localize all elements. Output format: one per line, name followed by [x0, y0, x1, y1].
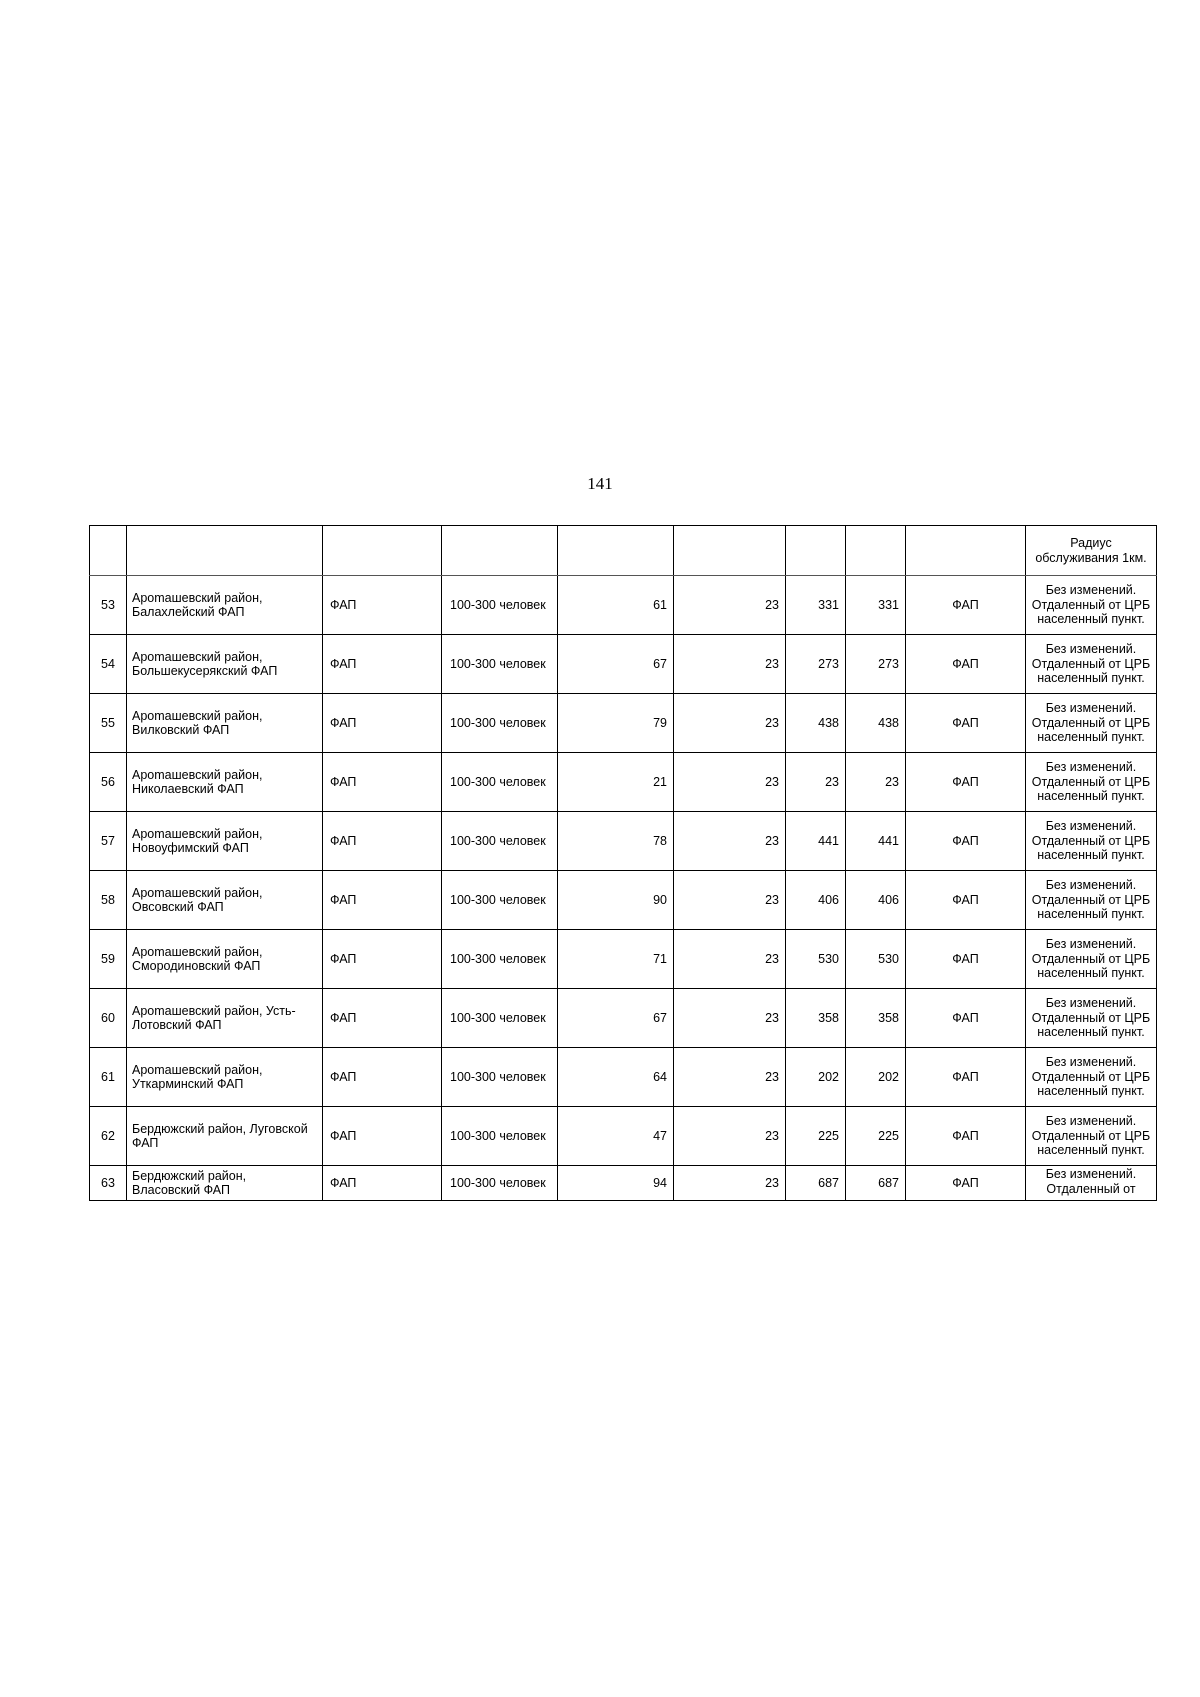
cell-value-1: 64	[558, 1048, 674, 1107]
cell-row-number: 63	[90, 1166, 127, 1201]
table-row-continued-header	[90, 526, 1157, 576]
cell-planned-type: ФАП	[906, 989, 1026, 1048]
table-row	[90, 1048, 1157, 1107]
cell-facility-name: Бердюжский район, Власовский ФАП	[127, 1166, 323, 1201]
cell-empty	[90, 526, 127, 576]
cell-population-range: 100-300 человек	[442, 753, 558, 812]
cell-row-number: 55	[90, 694, 127, 753]
cell-value-2: 23	[674, 930, 786, 989]
cell-row-number: 54	[90, 635, 127, 694]
cell-note: Без изменений. Отдаленный от ЦРБ населенный пункт.	[1026, 635, 1157, 694]
cell-note: Без изменений. Отдаленный от	[1026, 1166, 1157, 1201]
cell-row-number: 57	[90, 812, 127, 871]
cell-value-3: 273	[786, 635, 846, 694]
cell-row-number: 59	[90, 930, 127, 989]
cell-facility-name: Ароmашевский район, Новоуфимский ФАП	[127, 812, 323, 871]
cell-empty	[323, 526, 442, 576]
cell-value-4: 530	[846, 930, 906, 989]
cell-planned-type: ФАП	[906, 576, 1026, 635]
cell-facility-name: Бердюжский район, Луговской ФАП	[127, 1107, 323, 1166]
cell-value-2: 23	[674, 576, 786, 635]
table-row	[90, 989, 1157, 1048]
cell-value-4: 202	[846, 1048, 906, 1107]
cell-value-4: 438	[846, 694, 906, 753]
table-row	[90, 1166, 1157, 1201]
table-row	[90, 753, 1157, 812]
cell-population-range: 100-300 человек	[442, 694, 558, 753]
cell-facility-name: Ароmашевский район, Вилковский ФАП	[127, 694, 323, 753]
cell-facility-name: Ароmашевский район, Усть-Лотовский ФАП	[127, 989, 323, 1048]
table-row	[90, 930, 1157, 989]
cell-value-1: 71	[558, 930, 674, 989]
cell-facility-type: ФАП	[323, 1107, 442, 1166]
cell-value-3: 438	[786, 694, 846, 753]
cell-value-2: 23	[674, 1166, 786, 1201]
cell-value-3: 23	[786, 753, 846, 812]
cell-planned-type: ФАП	[906, 1107, 1026, 1166]
cell-population-range: 100-300 человек	[442, 576, 558, 635]
cell-empty	[906, 526, 1026, 576]
cell-row-number: 62	[90, 1107, 127, 1166]
cell-value-3: 225	[786, 1107, 846, 1166]
cell-row-number: 56	[90, 753, 127, 812]
table-row	[90, 635, 1157, 694]
cell-value-3: 202	[786, 1048, 846, 1107]
cell-value-3: 358	[786, 989, 846, 1048]
cell-note: Без изменений. Отдаленный от ЦРБ населенный пункт.	[1026, 930, 1157, 989]
table-row	[90, 812, 1157, 871]
cell-empty	[846, 526, 906, 576]
cell-facility-type: ФАП	[323, 812, 442, 871]
cell-note: Без изменений. Отдаленный от ЦРБ населенный пункт.	[1026, 576, 1157, 635]
cell-value-4: 331	[846, 576, 906, 635]
cell-note: Без изменений. Отдаленный от ЦРБ населенный пункт.	[1026, 694, 1157, 753]
cell-row-number: 60	[90, 989, 127, 1048]
cell-note: Без изменений. Отдаленный от ЦРБ населенный пункт.	[1026, 1048, 1157, 1107]
cell-value-1: 47	[558, 1107, 674, 1166]
cell-note: Без изменений. Отдаленный от ЦРБ населенный пункт.	[1026, 989, 1157, 1048]
cell-value-1: 90	[558, 871, 674, 930]
cell-service-radius-note: Радиус обслуживания 1км.	[1026, 526, 1157, 576]
page-number: 141	[587, 474, 613, 493]
cell-population-range: 100-300 человек	[442, 1166, 558, 1201]
cell-empty	[786, 526, 846, 576]
cell-value-1: 67	[558, 989, 674, 1048]
cell-facility-type: ФАП	[323, 989, 442, 1048]
cell-value-3: 441	[786, 812, 846, 871]
cell-empty	[674, 526, 786, 576]
cell-note: Без изменений. Отдаленный от ЦРБ населенный пункт.	[1026, 1107, 1157, 1166]
cell-value-2: 23	[674, 871, 786, 930]
cell-facility-type: ФАП	[323, 1166, 442, 1201]
cell-value-4: 358	[846, 989, 906, 1048]
cell-value-1: 94	[558, 1166, 674, 1201]
cell-value-3: 406	[786, 871, 846, 930]
cell-population-range: 100-300 человек	[442, 635, 558, 694]
cell-population-range: 100-300 человек	[442, 930, 558, 989]
table-body	[90, 526, 1157, 1201]
cell-planned-type: ФАП	[906, 1048, 1026, 1107]
cell-planned-type: ФАП	[906, 812, 1026, 871]
cell-planned-type: ФАП	[906, 635, 1026, 694]
cell-facility-type: ФАП	[323, 694, 442, 753]
cell-planned-type: ФАП	[906, 1166, 1026, 1201]
cell-value-2: 23	[674, 1048, 786, 1107]
cell-value-4: 225	[846, 1107, 906, 1166]
cell-value-3: 331	[786, 576, 846, 635]
cell-note: Без изменений. Отдаленный от ЦРБ населенный пункт.	[1026, 812, 1157, 871]
cell-value-1: 79	[558, 694, 674, 753]
cell-facility-name: Ароmашевский район, Балахлейский ФАП	[127, 576, 323, 635]
cell-row-number: 53	[90, 576, 127, 635]
cell-value-2: 23	[674, 989, 786, 1048]
cell-row-number: 61	[90, 1048, 127, 1107]
cell-population-range: 100-300 человек	[442, 871, 558, 930]
cell-value-4: 441	[846, 812, 906, 871]
cell-note: Без изменений. Отдаленный от ЦРБ населенный пункт.	[1026, 871, 1157, 930]
cell-facility-type: ФАП	[323, 1048, 442, 1107]
cell-facility-name: Ароmашевский район, Николаевский ФАП	[127, 753, 323, 812]
cell-planned-type: ФАП	[906, 694, 1026, 753]
cell-facility-name: Ароmашевский район, Большекусерякский ФАП	[127, 635, 323, 694]
cell-empty	[127, 526, 323, 576]
cell-empty	[442, 526, 558, 576]
cell-facility-type: ФАП	[323, 871, 442, 930]
cell-facility-name: Ароmашевский район, Овсовский ФАП	[127, 871, 323, 930]
cell-population-range: 100-300 человек	[442, 989, 558, 1048]
cell-planned-type: ФАП	[906, 871, 1026, 930]
cell-empty	[558, 526, 674, 576]
table-row	[90, 1107, 1157, 1166]
cell-row-number: 58	[90, 871, 127, 930]
cell-facility-name: Ароmашевский район, Смородиновский ФАП	[127, 930, 323, 989]
cell-value-2: 23	[674, 753, 786, 812]
cell-value-4: 406	[846, 871, 906, 930]
table-row	[90, 871, 1157, 930]
cell-value-3: 687	[786, 1166, 846, 1201]
cell-value-2: 23	[674, 635, 786, 694]
cell-value-2: 23	[674, 1107, 786, 1166]
cell-population-range: 100-300 человек	[442, 812, 558, 871]
cell-value-3: 530	[786, 930, 846, 989]
cell-value-4: 687	[846, 1166, 906, 1201]
cell-value-1: 78	[558, 812, 674, 871]
cell-note: Без изменений. Отдаленный от ЦРБ населенный пункт.	[1026, 753, 1157, 812]
facilities-table	[89, 525, 1157, 1201]
cell-facility-type: ФАП	[323, 635, 442, 694]
cell-value-1: 67	[558, 635, 674, 694]
table-row	[90, 694, 1157, 753]
cell-facility-type: ФАП	[323, 930, 442, 989]
cell-facility-type: ФАП	[323, 753, 442, 812]
cell-planned-type: ФАП	[906, 753, 1026, 812]
cell-value-2: 23	[674, 694, 786, 753]
cell-population-range: 100-300 человек	[442, 1048, 558, 1107]
cell-value-1: 21	[558, 753, 674, 812]
table-row	[90, 576, 1157, 635]
cell-planned-type: ФАП	[906, 930, 1026, 989]
cell-facility-type: ФАП	[323, 576, 442, 635]
cell-population-range: 100-300 человек	[442, 1107, 558, 1166]
cell-value-4: 23	[846, 753, 906, 812]
cell-value-2: 23	[674, 812, 786, 871]
cell-value-1: 61	[558, 576, 674, 635]
cell-facility-name: Ароmашевский район, Уткарминский ФАП	[127, 1048, 323, 1107]
cell-value-4: 273	[846, 635, 906, 694]
